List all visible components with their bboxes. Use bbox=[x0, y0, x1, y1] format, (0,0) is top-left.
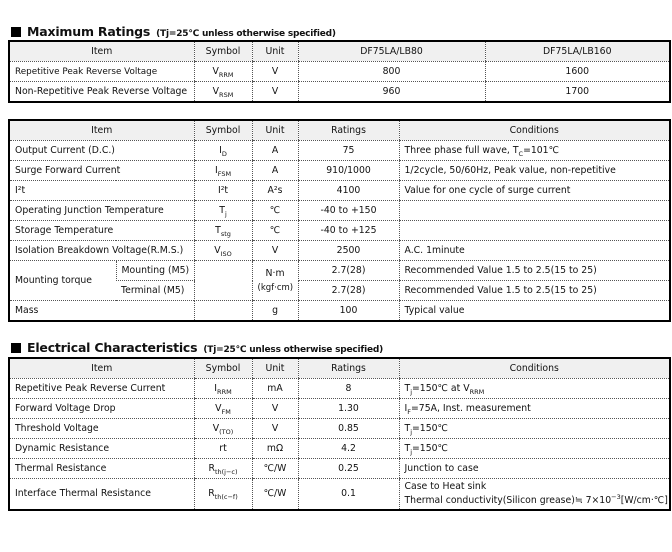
unit-cell: ℃/W bbox=[252, 459, 298, 479]
header-item: Item bbox=[9, 358, 194, 379]
symbol-subscript: ISO bbox=[220, 249, 232, 258]
unit-line-2: (kgf·cm) bbox=[257, 282, 294, 293]
condition-cell bbox=[399, 221, 670, 241]
item-cell: Interface Thermal Resistance bbox=[15, 488, 151, 500]
condition-cell: Recommended Value 1.5 to 2.5(15 to 25) bbox=[399, 261, 670, 281]
value-lb80-cell: 800 bbox=[298, 62, 485, 82]
header-df75la-lb160: DF75LA/LB160 bbox=[485, 41, 670, 62]
header-symbol: Symbol bbox=[194, 358, 252, 379]
unit-cell: mA bbox=[252, 379, 298, 399]
symbol-cell bbox=[194, 241, 252, 261]
condition-subscript: j bbox=[410, 387, 412, 396]
condition-subscript: C bbox=[518, 149, 524, 158]
table-row bbox=[9, 201, 670, 221]
header-symbol: Symbol bbox=[194, 41, 252, 62]
unit-cell: mΩ bbox=[252, 439, 298, 459]
header-item: Item bbox=[9, 120, 194, 141]
condition-cell: Value for one cycle of surge current bbox=[399, 181, 670, 201]
condition-subscript: j bbox=[410, 447, 412, 456]
table-row bbox=[9, 479, 670, 510]
header-conditions: Conditions bbox=[399, 120, 670, 141]
item-cell: Dynamic Resistance bbox=[9, 439, 194, 459]
table-row bbox=[9, 301, 670, 322]
rating-cell: 2.7(28) bbox=[298, 261, 399, 281]
symbol-cell bbox=[194, 459, 252, 479]
symbol-cell bbox=[194, 82, 252, 103]
rating-cell: 4.2 bbox=[298, 439, 399, 459]
symbol-subscript: stg bbox=[220, 229, 231, 238]
rating-cell: 100 bbox=[298, 301, 399, 322]
condition-cell: Typical value bbox=[399, 301, 670, 322]
condition-subscript: F bbox=[407, 407, 411, 416]
item-cell: Operating Junction Temperature bbox=[9, 201, 194, 221]
condition-cell: A.C. 1minute bbox=[399, 241, 670, 261]
symbol-main: R bbox=[208, 463, 215, 474]
value-lb160-cell: 1600 bbox=[485, 62, 670, 82]
symbol-cell bbox=[194, 479, 252, 510]
symbol-main: I bbox=[214, 165, 218, 176]
symbol-main: T bbox=[215, 225, 221, 236]
condition-subscript: j bbox=[410, 427, 412, 436]
table-row bbox=[9, 62, 670, 82]
condition-subscript: RRM bbox=[469, 387, 485, 396]
condition-text: T bbox=[404, 443, 411, 454]
symbol-main: I bbox=[219, 145, 222, 156]
item-cell: Forward Voltage Drop bbox=[9, 399, 194, 419]
unit-cell: ℃ bbox=[252, 201, 298, 221]
table-header-row bbox=[9, 358, 670, 379]
max-ratings-title-text: Maximum Ratings bbox=[27, 24, 151, 39]
rating-cell: 75 bbox=[298, 141, 399, 161]
item-cell: Mass bbox=[15, 305, 39, 316]
symbol-cell bbox=[194, 161, 252, 181]
rating-cell: 8 bbox=[298, 379, 399, 399]
rating-cell: -40 to +125 bbox=[298, 221, 399, 241]
table-row bbox=[9, 459, 670, 479]
electrical-table bbox=[8, 357, 671, 511]
rating-cell: 910/1000 bbox=[298, 161, 399, 181]
item-cell: Repetitive Peak Reverse Voltage bbox=[9, 62, 194, 82]
header-ratings: Ratings bbox=[298, 120, 399, 141]
table-row bbox=[9, 82, 670, 103]
symbol-cell bbox=[194, 301, 252, 322]
symbol-cell bbox=[194, 419, 252, 439]
symbol-subscript: RRM bbox=[218, 70, 234, 79]
item-cell: Output Current (D.C.) bbox=[9, 141, 194, 161]
condition-text: =101℃ bbox=[523, 145, 560, 156]
unit-cell: ℃/W bbox=[252, 479, 298, 510]
symbol-subscript: D bbox=[221, 149, 227, 158]
unit-cell: g bbox=[252, 301, 298, 322]
table-row bbox=[9, 261, 670, 281]
table-row bbox=[9, 221, 670, 241]
value-lb80-cell: 960 bbox=[298, 82, 485, 103]
condition-cell: 1/2cycle, 50/60Hz, Peak value, non-repetitive bbox=[399, 161, 670, 181]
condition-cell bbox=[399, 141, 670, 161]
symbol-cell bbox=[194, 62, 252, 82]
ratings-table bbox=[8, 119, 671, 322]
unit-cell: ℃ bbox=[252, 221, 298, 241]
condition-text: =150℃ bbox=[412, 443, 448, 454]
max-ratings-voltage-table bbox=[8, 40, 671, 103]
rating-cell: 0.25 bbox=[298, 459, 399, 479]
header-conditions: Conditions bbox=[399, 358, 670, 379]
condition-cell bbox=[399, 479, 670, 510]
symbol-main: V bbox=[212, 86, 220, 97]
symbol-subscript: (TO) bbox=[219, 427, 234, 436]
condition-cell: Junction to case bbox=[399, 459, 670, 479]
symbol-subscript: th(j−c) bbox=[214, 467, 238, 476]
electrical-title bbox=[11, 340, 383, 355]
unit-line-1: N·m bbox=[265, 267, 285, 279]
item-cell: Threshold Voltage bbox=[9, 419, 194, 439]
item-cell: Isolation Breakdown Voltage(R.M.S.) bbox=[9, 241, 194, 261]
sub-item-cell: Mounting (M5) bbox=[116, 261, 194, 281]
rating-cell: 1.30 bbox=[298, 399, 399, 419]
header-ratings: Ratings bbox=[298, 358, 399, 379]
header-unit: Unit bbox=[252, 120, 298, 141]
condition-text: T bbox=[404, 383, 411, 394]
header-unit: Unit bbox=[252, 358, 298, 379]
item-cell: Repetitive Peak Reverse Current bbox=[9, 379, 194, 399]
condition-text: =150℃ at V bbox=[412, 383, 470, 394]
symbol-subscript: RRM bbox=[217, 387, 232, 396]
condition-text: I bbox=[404, 403, 408, 414]
item-cell: Surge Forward Current bbox=[9, 161, 194, 181]
header-item: Item bbox=[9, 41, 194, 62]
table-row bbox=[9, 379, 670, 399]
symbol-main: I bbox=[214, 383, 218, 394]
header-unit: Unit bbox=[252, 41, 298, 62]
symbol-main: V bbox=[212, 66, 219, 77]
table-header-row bbox=[9, 120, 670, 141]
symbol-cell: rt bbox=[194, 439, 252, 459]
condition-text: =75A, Inst. measurement bbox=[411, 403, 531, 414]
symbol-main: R bbox=[208, 488, 215, 500]
symbol-subscript: j bbox=[224, 209, 227, 218]
item-cell: Storage Temperature bbox=[9, 221, 194, 241]
header-symbol: Symbol bbox=[194, 120, 252, 141]
unit-cell: A bbox=[252, 141, 298, 161]
unit-cell: V bbox=[252, 62, 298, 82]
condition-cell: Recommended Value 1.5 to 2.5(15 to 25) bbox=[399, 281, 670, 301]
table-row bbox=[9, 241, 670, 261]
unit-cell: V bbox=[252, 241, 298, 261]
condition-text: Three phase full wave, T bbox=[404, 145, 519, 156]
condition-cell bbox=[399, 439, 670, 459]
header-df75la-lb80: DF75LA/LB80 bbox=[298, 41, 485, 62]
symbol-cell bbox=[194, 399, 252, 419]
electrical-condition-note: (Tj=25℃ unless otherwise specified) bbox=[203, 345, 384, 355]
unit-cell: A²s bbox=[252, 181, 298, 201]
table-row bbox=[9, 419, 670, 439]
condition-line-2 bbox=[404, 492, 668, 508]
condition-line-1: Case to Heat sink bbox=[404, 480, 487, 492]
symbol-cell bbox=[194, 261, 252, 301]
item-cell: Mounting torque bbox=[9, 261, 116, 301]
table-row bbox=[9, 399, 670, 419]
item-cell: Thermal Resistance bbox=[9, 459, 194, 479]
sub-item-cell: Terminal (M5) bbox=[116, 281, 194, 301]
symbol-main: V bbox=[215, 403, 222, 414]
rating-cell: 2.7(28) bbox=[298, 281, 399, 301]
condition-cell bbox=[399, 379, 670, 399]
unit-cell: A bbox=[252, 161, 298, 181]
square-bullet-icon bbox=[11, 27, 21, 37]
value-lb160-cell: 1700 bbox=[485, 82, 670, 103]
condition-text: T bbox=[404, 423, 411, 434]
symbol-subscript: RSM bbox=[219, 90, 234, 99]
symbol-cell: I²t bbox=[194, 181, 252, 201]
condition-text: [W/cm·℃] bbox=[620, 494, 668, 506]
table-row bbox=[9, 141, 670, 161]
rating-cell: -40 to +150 bbox=[298, 201, 399, 221]
symbol-cell bbox=[194, 141, 252, 161]
item-cell: Non-Repetitive Peak Reverse Voltage bbox=[15, 86, 188, 97]
rating-cell: 2500 bbox=[298, 241, 399, 261]
symbol-cell bbox=[194, 221, 252, 241]
table-header-row bbox=[9, 41, 670, 62]
square-bullet-icon bbox=[11, 343, 21, 353]
condition-text: Thermal conductivity(Silicon grease)≒ 7×10 bbox=[404, 494, 612, 506]
table-row bbox=[9, 439, 670, 459]
symbol-main: V bbox=[214, 245, 221, 256]
table-row bbox=[9, 181, 670, 201]
unit-cell bbox=[252, 261, 298, 301]
rating-cell: 0.1 bbox=[298, 479, 399, 510]
electrical-title-text: Electrical Characteristics bbox=[27, 340, 198, 355]
rating-cell: 0.85 bbox=[298, 419, 399, 439]
unit-cell: V bbox=[252, 419, 298, 439]
condition-cell bbox=[399, 399, 670, 419]
symbol-main: T bbox=[219, 205, 225, 216]
max-ratings-title bbox=[11, 24, 336, 39]
symbol-subscript: th(c−f) bbox=[214, 493, 238, 502]
symbol-subscript: FM bbox=[221, 407, 231, 416]
max-ratings-condition-note: (Tj=25℃ unless otherwise specified) bbox=[156, 29, 336, 39]
symbol-cell bbox=[194, 379, 252, 399]
symbol-subscript: FSM bbox=[217, 169, 232, 178]
table-row bbox=[9, 161, 670, 181]
symbol-main: V bbox=[212, 423, 220, 434]
item-cell: I²t bbox=[9, 181, 194, 201]
condition-text: =150℃ bbox=[412, 423, 448, 434]
unit-cell: V bbox=[252, 82, 298, 103]
symbol-cell bbox=[194, 201, 252, 221]
rating-cell: 4100 bbox=[298, 181, 399, 201]
condition-cell bbox=[399, 419, 670, 439]
condition-cell bbox=[399, 201, 670, 221]
condition-superscript: −3 bbox=[611, 492, 621, 501]
unit-cell: V bbox=[252, 399, 298, 419]
